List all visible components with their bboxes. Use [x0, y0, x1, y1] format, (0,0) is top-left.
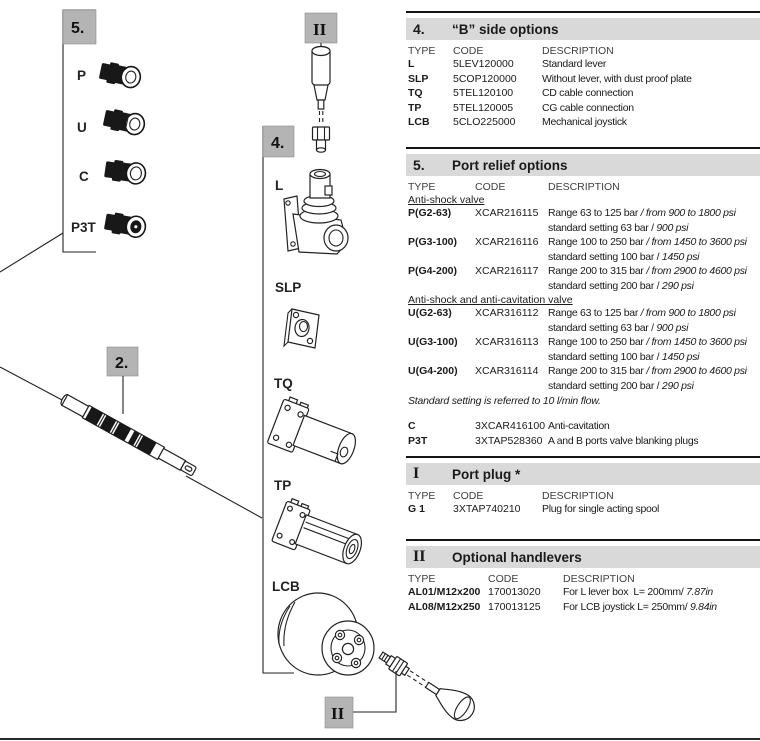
- table-header: [406, 181, 760, 193]
- section-b-side-options: [406, 11, 760, 130]
- cell-code: XCAR316112: [475, 307, 539, 319]
- table-row: [408, 206, 760, 235]
- part-label-c: C: [79, 169, 89, 184]
- table-body: [406, 502, 760, 517]
- section-title: Port relief options: [452, 157, 568, 173]
- col-description: DESCRIPTION: [548, 181, 620, 193]
- cell-type: P(G2-63): [408, 207, 452, 219]
- part-label-u: U: [77, 120, 87, 135]
- col-description: DESCRIPTION: [542, 45, 614, 57]
- part-label-tp: TP: [274, 478, 292, 493]
- part-label-tq: TQ: [274, 376, 293, 391]
- table-row: [408, 419, 760, 434]
- handlever-bottom-illustration: [373, 643, 479, 725]
- cell-code: 170013020: [488, 586, 541, 598]
- part-label-l: L: [275, 178, 284, 193]
- cell-type: P(G3-100): [408, 236, 458, 248]
- cell-description: Range 63 to 125 bar / from 900 to 1800 psi standard setting 63 bar / 900 psi: [548, 207, 736, 234]
- section-title: Port plug *: [452, 466, 521, 482]
- table-row: [408, 235, 760, 264]
- spool-illustration: [59, 393, 198, 478]
- cell-code: 3XCAR416100: [475, 420, 546, 432]
- lcb-illustration: [278, 593, 374, 675]
- standard-setting-note: Standard setting is referred to 10 l/min flow.: [408, 395, 601, 407]
- table-body: [406, 57, 760, 130]
- callout-4-label: 4.: [271, 135, 285, 152]
- cell-description: CD cable connection: [542, 87, 634, 99]
- cell-description: For L lever box L= 200mm/ 7.87in: [563, 586, 713, 598]
- table-header: [406, 573, 760, 585]
- col-type: TYPE: [408, 573, 436, 585]
- col-type: TYPE: [408, 181, 436, 193]
- cell-description: Anti-cavitation: [548, 420, 610, 432]
- cell-type: TP: [408, 101, 422, 114]
- table-header: [406, 45, 760, 57]
- table-body: [406, 419, 760, 448]
- cell-type: U(G3-100): [408, 336, 458, 348]
- section-title: Optional handlevers: [452, 549, 582, 565]
- table-row: [408, 86, 760, 101]
- section-title: “B” side options: [452, 21, 559, 37]
- tq-illustration: [267, 395, 363, 473]
- slp-plate-illustration: [284, 309, 319, 348]
- table-row: [408, 434, 760, 449]
- table-row: [408, 335, 760, 364]
- section-number: 5.: [413, 157, 425, 173]
- section-header: [406, 463, 760, 485]
- cell-description: Without lever, with dust proof plate: [542, 72, 692, 85]
- cell-description: Standard lever: [542, 58, 607, 70]
- table-header: [406, 490, 760, 502]
- table-row: [408, 101, 760, 116]
- subheading-anti-shock-cavitation: Anti-shock and anti-cavitation valve: [408, 294, 573, 306]
- cell-type: U(G4-200): [408, 365, 458, 377]
- cell-description: Mechanical joystick: [542, 116, 627, 128]
- section-optional-handlevers: [406, 539, 760, 614]
- cell-type: G 1: [408, 503, 425, 515]
- cell-code: XCAR316113: [475, 336, 539, 348]
- table-body: [406, 585, 760, 614]
- section-number: 4.: [413, 21, 425, 37]
- callout-ii-top-label: II: [313, 20, 327, 39]
- part-label-lcb: LCB: [272, 579, 300, 594]
- section-header: [406, 154, 760, 176]
- tp-illustration: [272, 497, 369, 572]
- cell-code: XCAR216116: [475, 236, 539, 248]
- cell-code: 5TEL120005: [453, 101, 514, 114]
- callout-ii-bottom-leader: [353, 671, 396, 712]
- table-row: [408, 72, 760, 87]
- cell-code: 5LEV120000: [453, 58, 514, 70]
- spool-axis-line-upper: [0, 367, 64, 401]
- section-header: [406, 546, 760, 568]
- col-description: DESCRIPTION: [563, 573, 635, 585]
- cell-code: XCAR316114: [475, 365, 539, 377]
- cell-description: Range 200 to 315 bar / from 2900 to 4600 psi standard setting 200 bar / 290 psi: [548, 265, 747, 292]
- cell-type: U(G2-63): [408, 307, 452, 319]
- handlever-top-illustration: [312, 47, 330, 153]
- col-code: CODE: [453, 45, 484, 57]
- subheading-anti-shock: Anti-shock valve: [408, 194, 485, 206]
- l-valve-illustration: [284, 170, 348, 255]
- plug-icon-p3t: [103, 211, 147, 239]
- spacer: [406, 407, 760, 419]
- part-label-slp: SLP: [275, 280, 302, 295]
- col-type: TYPE: [408, 490, 436, 502]
- table-row: [408, 364, 760, 393]
- part-label-p3t: P3T: [71, 220, 96, 235]
- cell-code: XCAR216117: [475, 265, 539, 277]
- section-port-relief-options: [406, 147, 760, 448]
- plug-icon-u: [102, 107, 146, 136]
- cell-description: For LCB joystick L= 250mm/ 9.84in: [563, 600, 717, 613]
- plug-icon-p: [98, 60, 142, 89]
- col-code: CODE: [475, 181, 506, 193]
- cell-code: 5COP120000: [453, 72, 517, 85]
- cell-type: L: [408, 58, 415, 70]
- cell-code: XCAR216115: [475, 207, 539, 219]
- table-row: [408, 502, 760, 517]
- cell-type: AL01/M12x200: [408, 586, 481, 598]
- cell-description: Range 100 to 250 bar / from 1450 to 3600 psi standard setting 100 bar / 1450 psi: [548, 236, 747, 263]
- table-body: [406, 206, 760, 293]
- cell-type: TQ: [408, 87, 423, 99]
- cell-type: P(G4-200): [408, 265, 458, 277]
- col-code: CODE: [453, 490, 484, 502]
- col-type: TYPE: [408, 45, 436, 57]
- cell-description: Range 100 to 250 bar / from 1450 to 3600 psi standard setting 100 bar / 1450 psi: [548, 336, 747, 363]
- section-number: II: [413, 548, 426, 565]
- callout-5-label: 5.: [71, 20, 85, 37]
- cell-code: 170013125: [488, 600, 541, 613]
- cell-code: 5TEL120100: [453, 87, 514, 99]
- cell-description: CG cable connection: [542, 101, 634, 114]
- cell-type: AL08/M12x250: [408, 600, 481, 613]
- table-body: [406, 306, 760, 393]
- col-description: DESCRIPTION: [542, 490, 614, 502]
- cell-description: Plug for single acting spool: [542, 503, 660, 515]
- table-row: [408, 264, 760, 293]
- callout-2-label: 2.: [115, 355, 129, 372]
- cell-description: A and B ports valve blanking plugs: [548, 434, 699, 447]
- cell-description: Range 63 to 125 bar / from 900 to 1800 psi standard setting 63 bar / 900 psi: [548, 307, 736, 334]
- col-code: CODE: [488, 573, 519, 585]
- cell-type: SLP: [408, 72, 429, 85]
- table-row: [408, 115, 760, 130]
- spool-axis-line-lower: [186, 476, 262, 518]
- cell-type: P3T: [408, 434, 428, 447]
- section-number: I: [413, 465, 420, 482]
- table-row: [408, 57, 760, 72]
- cell-code: 5CLO225000: [453, 116, 516, 128]
- part-label-p: P: [77, 68, 87, 83]
- section-port-plug: [406, 456, 760, 517]
- cell-type: LCB: [408, 116, 430, 128]
- table-row: [408, 585, 760, 600]
- cell-type: C: [408, 420, 416, 432]
- plug-icon-c: [104, 159, 147, 185]
- callout-ii-bottom-label: II: [331, 704, 345, 723]
- page-bottom-border: [0, 738, 760, 740]
- table-row: [408, 600, 760, 615]
- section-header: [406, 18, 760, 40]
- cell-code: 3XTAP740210: [453, 503, 521, 515]
- cell-description: Range 200 to 315 bar / from 2900 to 4600 psi standard setting 200 bar / 290 psi: [548, 365, 747, 392]
- cell-code: 3XTAP528360: [475, 434, 543, 447]
- table-row: [408, 306, 760, 335]
